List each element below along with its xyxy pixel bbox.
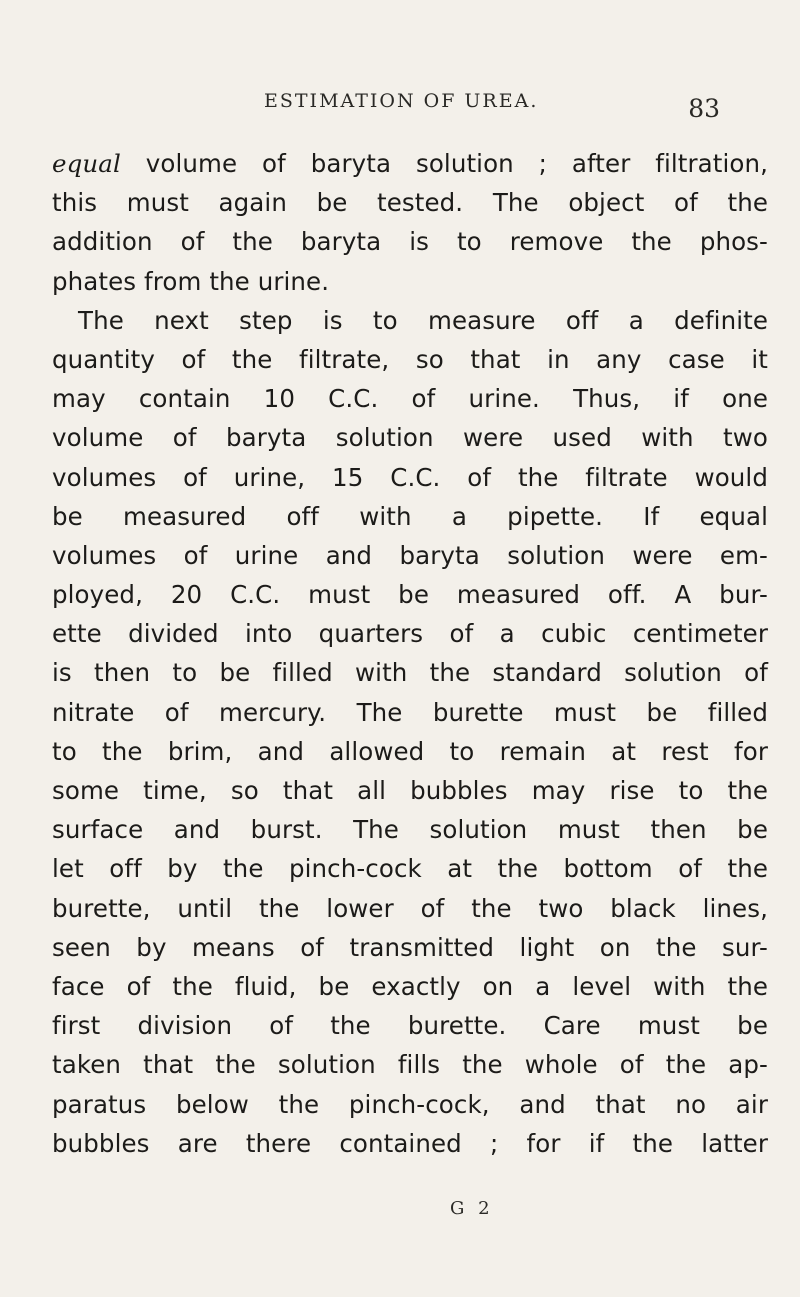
text-line: this must again be tested. The object of the <box>52 188 768 218</box>
running-head-title: ESTIMATION OF UREA. <box>264 90 539 112</box>
italic-word: equal <box>52 149 121 178</box>
running-head <box>250 88 720 128</box>
text-line: ployed, 20 C.C. must be measured off. A bur- <box>52 580 768 610</box>
text-line: addition of the baryta is to remove the phos- <box>52 227 768 257</box>
text-line: burette, until the lower of the two black lines, <box>52 893 768 923</box>
text-line: volumes of urine, 15 C.C. of the filtrate would <box>52 462 768 492</box>
text-line: The next step is to measure off a definite <box>78 305 768 335</box>
text-line: volume of baryta solution were used with two <box>52 423 768 453</box>
signature-mark: G 2 <box>450 1198 494 1219</box>
text-line: taken that the solution fills the whole of the ap- <box>52 1050 768 1080</box>
text-line: may contain 10 C.C. of urine. Thus, if one <box>52 384 768 414</box>
text-line <box>52 144 768 183</box>
text-line: some time, so that all bubbles may rise to the <box>52 776 768 805</box>
text-line: let off by the pinch-cock at the bottom of the <box>52 854 768 884</box>
text-line: be measured off with a pipette. If equal <box>52 501 768 531</box>
page-number: 83 <box>688 94 720 123</box>
text-line: volumes of urine and baryta solution were em- <box>52 540 768 570</box>
text-line: surface and burst. The solution must then be <box>52 815 768 845</box>
body-text <box>52 144 768 1163</box>
text-line: seen by means of transmitted light on the sur- <box>52 932 768 962</box>
line-text: volume of baryta solution ; after filtration, <box>120 149 768 178</box>
text-line: is then to be filled with the standard solution of <box>52 658 768 688</box>
text-line: ette divided into quarters of a cubic centimeter <box>52 619 768 649</box>
text-line: nitrate of mercury. The burette must be filled <box>52 697 768 727</box>
text-line: paratus below the pinch-cock, and that no air <box>52 1089 768 1119</box>
text-line: bubbles are there contained ; for if the latter <box>52 1128 768 1158</box>
text-line: face of the fluid, be exactly on a level with the <box>52 971 768 1001</box>
text-line: phates from the urine. <box>52 266 330 296</box>
text-line: first division of the burette. Care must be <box>52 1011 768 1041</box>
text-line: quantity of the filtrate, so that in any case it <box>52 344 768 374</box>
text-line: to the brim, and allowed to remain at rest for <box>52 736 768 766</box>
